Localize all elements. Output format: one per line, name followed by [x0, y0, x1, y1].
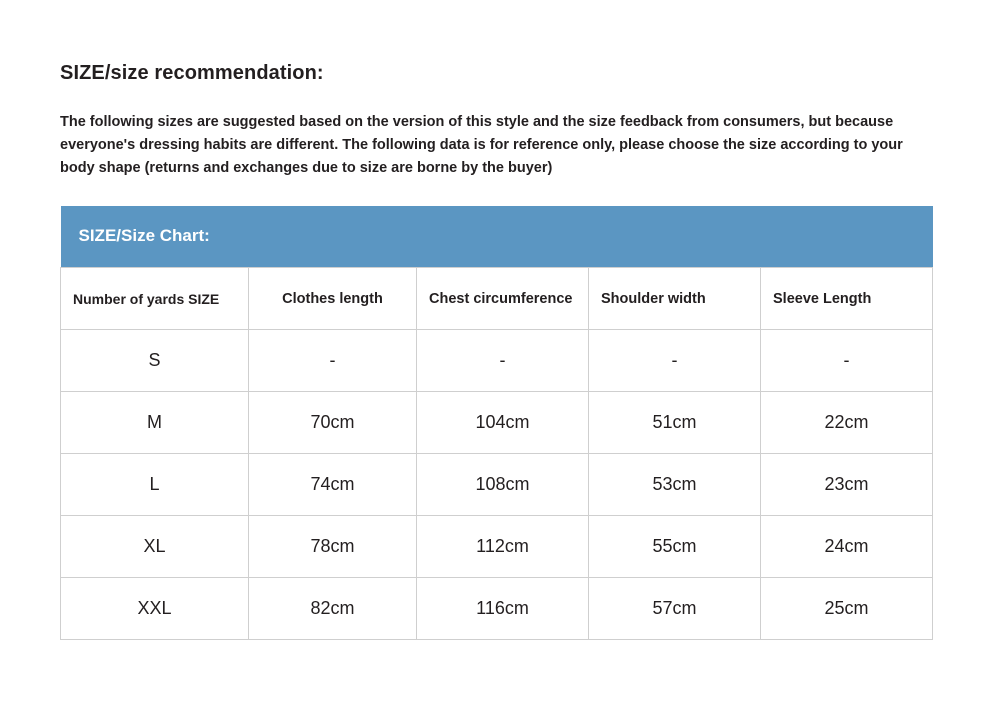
column-header-chest-circumference: Chest circumference: [417, 268, 589, 330]
table-row: [61, 330, 933, 392]
table-body: [61, 330, 933, 640]
cell-chest-circumference: 112cm: [417, 516, 589, 578]
table-banner: [61, 206, 933, 268]
cell-clothes-length: 70cm: [249, 392, 417, 454]
cell-clothes-length: 82cm: [249, 578, 417, 640]
cell-sleeve-length: 24cm: [761, 516, 933, 578]
cell-chest-circumference: 108cm: [417, 454, 589, 516]
cell-chest-circumference: 116cm: [417, 578, 589, 640]
cell-clothes-length: -: [249, 330, 417, 392]
column-header-size: Number of yards SIZE: [61, 268, 249, 330]
cell-chest-circumference: 104cm: [417, 392, 589, 454]
cell-chest-circumference: -: [417, 330, 589, 392]
cell-clothes-length: 74cm: [249, 454, 417, 516]
table-row: [61, 516, 933, 578]
cell-sleeve-length: 22cm: [761, 392, 933, 454]
cell-size: XL: [61, 516, 249, 578]
cell-sleeve-length: -: [761, 330, 933, 392]
cell-size: XXL: [61, 578, 249, 640]
cell-shoulder-width: -: [589, 330, 761, 392]
table-row: [61, 578, 933, 640]
cell-size: M: [61, 392, 249, 454]
cell-size: S: [61, 330, 249, 392]
cell-shoulder-width: 51cm: [589, 392, 761, 454]
cell-sleeve-length: 23cm: [761, 454, 933, 516]
column-header-shoulder-width: Shoulder width: [589, 268, 761, 330]
table-row: [61, 392, 933, 454]
table-header-row: [61, 268, 933, 330]
cell-shoulder-width: 57cm: [589, 578, 761, 640]
page-title: SIZE/size recommendation:: [60, 62, 324, 84]
column-header-sleeve-length: Sleeve Length: [761, 268, 933, 330]
column-header-clothes-length: Clothes length: [249, 268, 417, 330]
size-chart-table: [60, 206, 933, 641]
cell-shoulder-width: 55cm: [589, 516, 761, 578]
table-row: [61, 454, 933, 516]
intro-paragraph: The following sizes are suggested based on the version of this style and the size feedback from consumers, but because everyone's dressing habits are different. The following data is for reference only, please choose the size according to your body shape (returns and exchanges due to size are borne by the buyer): [60, 114, 903, 176]
cell-size: L: [61, 454, 249, 516]
cell-shoulder-width: 53cm: [589, 454, 761, 516]
table-banner-label: SIZE/Size Chart:: [61, 206, 933, 268]
cell-sleeve-length: 25cm: [761, 578, 933, 640]
cell-clothes-length: 78cm: [249, 516, 417, 578]
